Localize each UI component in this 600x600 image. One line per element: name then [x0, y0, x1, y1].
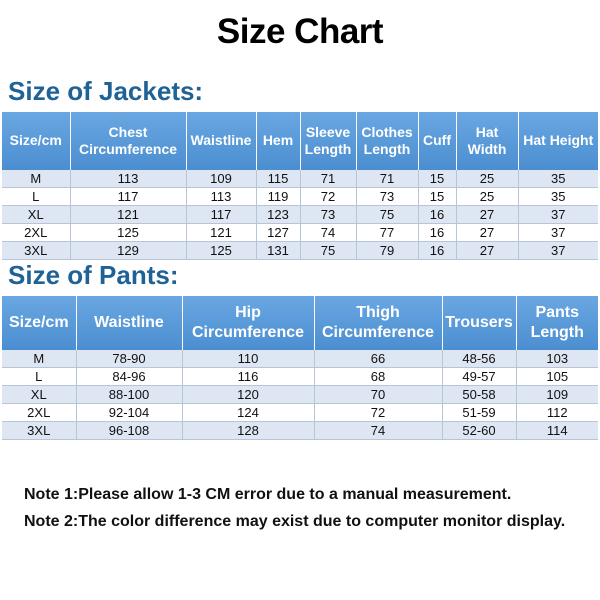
note-1: Note 1:Please allow 1-3 CM error due to a manual measurement.: [24, 486, 512, 503]
table-cell: 113: [70, 170, 186, 188]
table-cell: 92-104: [76, 404, 182, 422]
table-cell: 16: [418, 224, 456, 242]
jackets-size-table: [2, 112, 598, 260]
size-cell: 2XL: [2, 224, 70, 242]
table-row: [2, 350, 598, 368]
size-cell: 3XL: [2, 242, 70, 260]
table-cell: 116: [182, 368, 314, 386]
table-cell: 112: [516, 404, 598, 422]
table-cell: 123: [256, 206, 300, 224]
column-header: Waistline: [186, 112, 256, 170]
table-cell: 73: [356, 188, 418, 206]
table-cell: 103: [516, 350, 598, 368]
table-cell: 117: [186, 206, 256, 224]
table-row: [2, 422, 598, 440]
table-cell: 121: [186, 224, 256, 242]
table-cell: 129: [70, 242, 186, 260]
page-title: Size Chart: [216, 12, 384, 51]
table-row: [2, 404, 598, 422]
table-cell: 124: [182, 404, 314, 422]
table-header-row: [2, 112, 598, 170]
table-cell: 25: [456, 188, 518, 206]
table-cell: 66: [314, 350, 442, 368]
table-cell: 27: [456, 242, 518, 260]
size-cell: 3XL: [2, 422, 76, 440]
table-cell: 25: [456, 170, 518, 188]
table-cell: 120: [182, 386, 314, 404]
table-cell: 49-57: [442, 368, 516, 386]
jackets-section-title: Size of Jackets:: [8, 76, 204, 106]
table-row: [2, 188, 598, 206]
table-cell: 75: [300, 242, 356, 260]
table-cell: 52-60: [442, 422, 516, 440]
table-cell: 88-100: [76, 386, 182, 404]
table-cell: 75: [356, 206, 418, 224]
table-cell: 79: [356, 242, 418, 260]
column-header: Waistline: [76, 296, 182, 350]
pants-size-table: [2, 296, 598, 440]
table-cell: 121: [70, 206, 186, 224]
column-header: Cuff: [418, 112, 456, 170]
column-header: Pants Length: [516, 296, 598, 350]
table-cell: 71: [356, 170, 418, 188]
table-cell: 128: [182, 422, 314, 440]
table-cell: 68: [314, 368, 442, 386]
table-cell: 119: [256, 188, 300, 206]
table-row: [2, 206, 598, 224]
table-cell: 48-56: [442, 350, 516, 368]
table-cell: 131: [256, 242, 300, 260]
table-row: [2, 368, 598, 386]
table-cell: 15: [418, 188, 456, 206]
size-cell: XL: [2, 206, 70, 224]
column-header: Sleeve Length: [300, 112, 356, 170]
table-cell: 70: [314, 386, 442, 404]
column-header: Thigh Circumference: [314, 296, 442, 350]
table-row: [2, 242, 598, 260]
table-cell: 16: [418, 242, 456, 260]
size-cell: L: [2, 188, 70, 206]
size-cell: XL: [2, 386, 76, 404]
table-cell: 96-108: [76, 422, 182, 440]
table-cell: 37: [518, 242, 598, 260]
table-cell: 78-90: [76, 350, 182, 368]
note-2: Note 2:The color difference may exist due to computer monitor display.: [24, 513, 566, 530]
table-cell: 127: [256, 224, 300, 242]
column-header: Hat Width: [456, 112, 518, 170]
notes-block: [24, 481, 594, 535]
table-cell: 74: [314, 422, 442, 440]
size-cell: L: [2, 368, 76, 386]
table-cell: 125: [186, 242, 256, 260]
table-row: [2, 386, 598, 404]
size-cell: M: [2, 170, 70, 188]
table-cell: 113: [186, 188, 256, 206]
table-cell: 115: [256, 170, 300, 188]
table-cell: 114: [516, 422, 598, 440]
column-header: Size/cm: [2, 296, 76, 350]
table-cell: 73: [300, 206, 356, 224]
table-cell: 77: [356, 224, 418, 242]
table-cell: 27: [456, 206, 518, 224]
table-cell: 35: [518, 170, 598, 188]
table-cell: 125: [70, 224, 186, 242]
column-header: Size/cm: [2, 112, 70, 170]
table-cell: 109: [516, 386, 598, 404]
column-header: Chest Circumference: [70, 112, 186, 170]
table-cell: 109: [186, 170, 256, 188]
table-cell: 16: [418, 206, 456, 224]
table-cell: 35: [518, 188, 598, 206]
table-cell: 117: [70, 188, 186, 206]
pants-section-title: Size of Pants:: [8, 260, 179, 290]
column-header: Hem: [256, 112, 300, 170]
table-cell: 37: [518, 224, 598, 242]
table-cell: 74: [300, 224, 356, 242]
table-header-row: [2, 296, 598, 350]
table-cell: 37: [518, 206, 598, 224]
table-row: [2, 170, 598, 188]
table-cell: 105: [516, 368, 598, 386]
table-cell: 15: [418, 170, 456, 188]
table-cell: 27: [456, 224, 518, 242]
table-cell: 71: [300, 170, 356, 188]
table-cell: 110: [182, 350, 314, 368]
table-cell: 72: [314, 404, 442, 422]
table-cell: 51-59: [442, 404, 516, 422]
table-row: [2, 224, 598, 242]
table-cell: 50-58: [442, 386, 516, 404]
column-header: Clothes Length: [356, 112, 418, 170]
column-header: Hat Height: [518, 112, 598, 170]
column-header: Trousers: [442, 296, 516, 350]
size-cell: 2XL: [2, 404, 76, 422]
table-cell: 84-96: [76, 368, 182, 386]
table-cell: 72: [300, 188, 356, 206]
column-header: Hip Circumference: [182, 296, 314, 350]
size-cell: M: [2, 350, 76, 368]
